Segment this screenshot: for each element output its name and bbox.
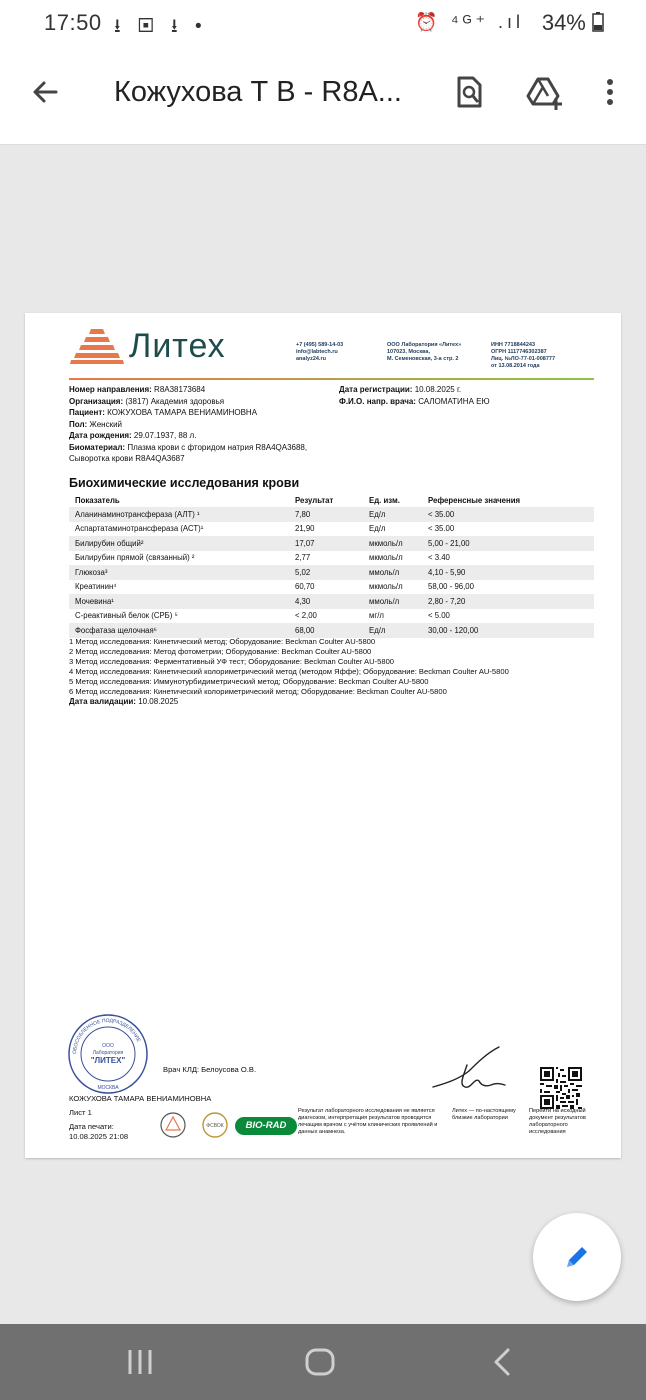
svg-text:Лаборатория: Лаборатория (92, 1050, 124, 1056)
find-in-page-icon[interactable] (449, 72, 489, 112)
battery-level: 34% (542, 10, 604, 36)
section-title: Биохимические исследования крови (69, 476, 300, 490)
svg-text:ООО: ООО (102, 1043, 114, 1049)
logo-pyramid-icon (69, 327, 125, 365)
col-result: Результат (295, 496, 334, 505)
back-nav-icon[interactable] (482, 1342, 522, 1382)
table-row: Билирубин прямой (связанный) ² 2,77 мкмоль/л < 3.40 (75, 553, 450, 563)
table-row: Аланинаминотрансфераза (АЛТ) ¹ 7,80 Ед/л < 35.00 (69, 507, 594, 522)
status-time: 17:50 (44, 10, 102, 35)
handwritten-signature (429, 1043, 509, 1095)
brand-name: Литех (129, 327, 226, 365)
recent-apps-icon[interactable] (120, 1342, 160, 1382)
svg-text:"ЛИТЕХ": "ЛИТЕХ" (90, 1056, 126, 1065)
pencil-icon (561, 1241, 593, 1273)
qr-caption: Перейти на исходный документ результатов лабораторного исследования (529, 1108, 586, 1135)
system-nav-bar (0, 1324, 646, 1400)
table-row: Аспартатаминотрансфераза (АСТ)¹ 21,90 Ед/л < 35.00 (75, 524, 455, 534)
address-block: ООО Лаборатория «Литех» 107023, Москва, М. Семеновская, 3-а стр. 2 (387, 342, 462, 362)
footer-patient: КОЖУХОВА ТАМАРА ВЕНИАМИНОВНА (69, 1094, 212, 1103)
battery-icon (592, 12, 604, 32)
results-table (69, 494, 594, 638)
license-block: ИНН 7718844243 ОГРН 1117746302387 Лиц. №ЛО-77-01-008777 от 13.08.2014 года (491, 342, 556, 369)
table-row: Креатинин⁴ 60,70 мкмоль/л 58,00 - 96,00 (75, 582, 474, 592)
table-row: Фосфатаза щелочная⁶ 68,00 Ед/л 30,00 - 120,00 (69, 623, 594, 638)
methods-list: 1 Метод исследования: Кинетический метод; Оборудование: Beckman Coulter AU-5800 2 Метод исследования: Метод фотометрии; Оборудование: Beckman Coulter AU-5800 3 Метод исследования: Ферментативный УФ тест; Оборудование: Beckman Coulter AU-5800 4 Метод исследования: Кинетический колориметрический метод (методом Яффе); Оборудование: Beckman Coulter AU-5800 5 Метод исследования: Иммунотурбидиметрический метод; Оборудование: Beckman Coulter AU-5800 6 Метод исследования: Кинетический колориметрический метод; Оборудование: Beckman Coulter AU-5800 (69, 637, 509, 696)
col-unit: Ед. изм. (369, 496, 400, 505)
pdf-page (25, 313, 621, 1158)
edit-fab[interactable] (533, 1213, 621, 1301)
status-bar (0, 0, 646, 48)
patient-info: Номер направления: R8A38173684 Организация: (3817) Академия здоровья Пациент: КОЖУХОВА ТАМАРА ВЕНИАМИНОВНА Пол: Женский Дата рождения: 29.07.1937, 88 л. Биоматериал: Плазма крови с фторидом натрия R8A4QA3688, Сыворотка крови R8A4QA3687 (69, 385, 308, 463)
doctor-signature-label: Врач КЛД: Белоусова О.В. (163, 1065, 257, 1074)
signal-icons: ⏰ ⁴ᴳ⁺ .ıl (415, 12, 524, 32)
notification-icons: ⭳ ▣ ⭳ • (114, 16, 208, 37)
table-row: С-реактивный белок (СРБ) ⁵ < 2,00 мг/л < 5.00 (75, 611, 450, 621)
sheet-number: Лист 1 (69, 1108, 92, 1117)
header-divider (69, 378, 594, 380)
table-row: Билирубин общий² 17,07 мкмоль/л 5,00 - 21,00 (69, 536, 594, 551)
add-to-drive-icon[interactable] (524, 72, 564, 112)
svg-text:ФСВОК: ФСВОК (206, 1123, 224, 1129)
table-row: Мочевина¹ 4,30 ммоль/л 2,80 - 7,20 (69, 594, 594, 609)
app-bar (0, 48, 646, 145)
qr-code[interactable] (540, 1067, 582, 1109)
table-header-row (69, 494, 594, 507)
col-parameter: Показатель (75, 496, 120, 505)
slogan-text: Литех — по-настоящему близкие лаборатории (452, 1108, 516, 1121)
home-icon[interactable] (300, 1342, 340, 1382)
col-reference: Референсные значения (428, 496, 521, 505)
more-options-icon[interactable] (590, 72, 630, 112)
litekh-logo (69, 327, 249, 367)
fsvok-badge (201, 1110, 229, 1140)
document-title: Кожухова Т В - R8A... (114, 76, 402, 108)
validation-date: Дата валидации: 10.08.2025 (69, 697, 179, 706)
biorad-logo: BIO-RAD (235, 1117, 297, 1135)
certification-icon (159, 1110, 187, 1140)
contact-block: +7 (495) 589-14-03 info@labtech.ru analyz24.ru (296, 342, 344, 362)
disclaimer-text: Результат лабораторного исследования не является диагнозом, интерпретация результатов проводится лечащим врачом с учётом клинических проявлений и данных анамнеза. (298, 1108, 438, 1135)
svg-text:МОСКВА: МОСКВА (97, 1085, 119, 1091)
laboratory-stamp (67, 1013, 149, 1095)
print-date: Дата печати: 10.08.2025 21:08 (69, 1122, 129, 1141)
table-row: Глюкоза³ 5,02 ммоль/л 4,10 - 5,90 (69, 565, 594, 580)
registration-info: Дата регистрации: 10.08.2025 г. Ф.И.О. напр. врача: САЛОМАТИНА ЕЮ (339, 385, 490, 406)
back-arrow-icon[interactable] (26, 72, 66, 112)
svg-text:ОБОСОБЛЕННОЕ ПОДРАЗДЕЛЕНИЕ: ОБОСОБЛЕННОЕ ПОДРАЗДЕЛЕНИЕ (71, 1017, 142, 1055)
